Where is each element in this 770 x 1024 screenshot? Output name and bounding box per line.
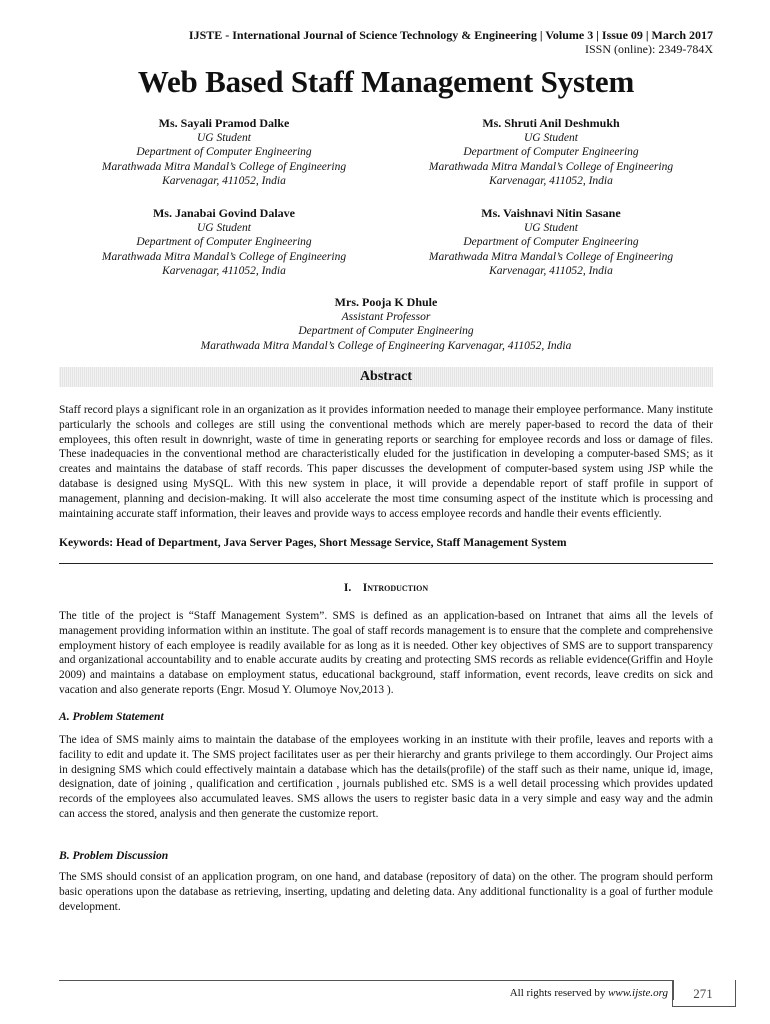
abstract-heading-bar (59, 367, 713, 387)
issn: ISSN (online): 2349-784X (585, 42, 713, 56)
author-dept: Department of Computer Engineering (136, 236, 312, 249)
author-role: UG Student (524, 131, 578, 144)
author-city: Karvenagar, 411052, India (162, 265, 286, 278)
author-city: Karvenagar, 411052, India (489, 265, 613, 278)
section-number: I. (343, 582, 352, 594)
author-block (59, 206, 389, 279)
author-role: UG Student (524, 221, 578, 234)
author-college: Marathwada Mitra Mandal’s College of Engineering (428, 250, 674, 263)
abstract-text: Staff record plays a significant role in an organization as it provides information needed to manage their employee performance. Many institute particularly the schools and colleges are still using the conventional methods which are merely paper-based to record the data of their employees, this often result in downright, waste of time in generating reports or searching for employee records and loss or damage of files. These inadequacies in the conventional method are characteristically eluded for the justification in developing a computer-based SMS; as it creates and maintains the database of staff records. This paper discusses the development of computer-based system using JSP while the database is designed using MySQL. With this new system in place, it will provide a dependable report of staff profile in support of management, planning and decision-making. It will also accelerate the most time consuming aspect of the institute which is processing and maintaining accurate staff information, their leaves and provide ways to access employee records and handle their events efficiently. (59, 404, 713, 520)
author-name: Ms. Shruti Anil Deshmukh (482, 116, 620, 130)
page-number: 271 (693, 986, 713, 1001)
subsection-heading: B. Problem Discussion (59, 849, 169, 862)
author-block (386, 116, 716, 189)
footer-divider (59, 980, 673, 981)
author-name: Ms. Vaishnavi Nitin Sasane (481, 206, 621, 220)
author-college: Marathwada Mitra Mandal’s College of Engineering (428, 160, 674, 173)
author-dept: Department of Computer Engineering (463, 146, 639, 159)
footer-rights (440, 987, 668, 999)
author-block (59, 116, 389, 189)
author-dept: Department of Computer Engineering (463, 236, 639, 249)
author-block (386, 206, 716, 279)
author-name: Mrs. Pooja K Dhule (334, 295, 438, 309)
author-dept: Department of Computer Engineering (298, 325, 474, 338)
rights-text: All rights reserved by (509, 987, 609, 999)
abstract-heading: Abstract (359, 369, 413, 384)
paper-title: Web Based Staff Management System (137, 64, 635, 99)
author-college: Marathwada Mitra Mandal’s College of Engineering (101, 160, 347, 173)
footer-site-link[interactable]: www.ijste.org (608, 987, 668, 999)
author-role: Assistant Professor (341, 310, 431, 323)
journal-line: IJSTE - International Journal of Science Technology & Engineering | Volume 3 | Issue 09 | March 2017 (188, 28, 713, 42)
section-heading (59, 582, 713, 594)
author-college: Marathwada Mitra Mandal’s College of Engineering Karvenagar, 411052, India (200, 339, 572, 352)
author-name: Ms. Sayali Pramod Dalke (158, 116, 290, 130)
author-dept: Department of Computer Engineering (136, 146, 312, 159)
subsection-heading: A. Problem Statement (59, 710, 164, 723)
author-city: Karvenagar, 411052, India (489, 175, 613, 188)
divider (59, 563, 713, 564)
problem-discussion-text: The SMS should consist of an application program, on one hand, and database (repository of data) on the other. The program should perform basic operations upon the database as retrieving, inserting, updating and deleting data. Any additional functionality is a goal of further module development. (59, 871, 713, 913)
introduction-text: The title of the project is “Staff Management System”. SMS is defined as an application-based on Intranet that aims all the levels of management providing information within an institute. The goal of staff records management is to ensure that the complete and comprehensive employment history of each employee is readily available for as long as it is needed. Other key objectives of SMS are to support transparency and organizational accountability and to enable accurate audits by creating and protecting SMS records as reliable evidence(Griffin and Hoyle 2009) and maintains a database on employment status, educational background, staff information, event records, leave credits on sick and vacation and also generate reports (Engr. Mosud Y. Olumoye Nov,2013 ). (59, 610, 713, 696)
author-city: Karvenagar, 411052, India (162, 175, 286, 188)
keywords: Keywords: Head of Department, Java Server Pages, Short Message Service, Staff Management System (59, 536, 567, 549)
author-block (59, 295, 713, 353)
author-name: Ms. Janabai Govind Dalave (152, 206, 296, 220)
problem-statement-text: The idea of SMS mainly aims to maintain the database of the employees working in an institute with their profile, leaves and reports with a facility to edit and update it. The SMS project facilitates user as per their hierarchy and grants privilege to them accordingly. Our Project aims in designing SMS which could effectively maintain a database which has the details(profile) of the staff such as their name, unique id, image, designation, date of joining , qualification and certification , journals published etc. SMS is a well detail processing which provides updated records of the employees also accumulated leaves. SMS allows the users to register basic data in a very simple and easy way and the admin can access the stored, analysis and then generate the customize report. (59, 734, 713, 820)
author-role: UG Student (197, 221, 251, 234)
section-title: Introduction (362, 582, 429, 594)
author-role: UG Student (197, 131, 251, 144)
author-college: Marathwada Mitra Mandal’s College of Engineering (101, 250, 347, 263)
journal-header (189, 28, 713, 56)
